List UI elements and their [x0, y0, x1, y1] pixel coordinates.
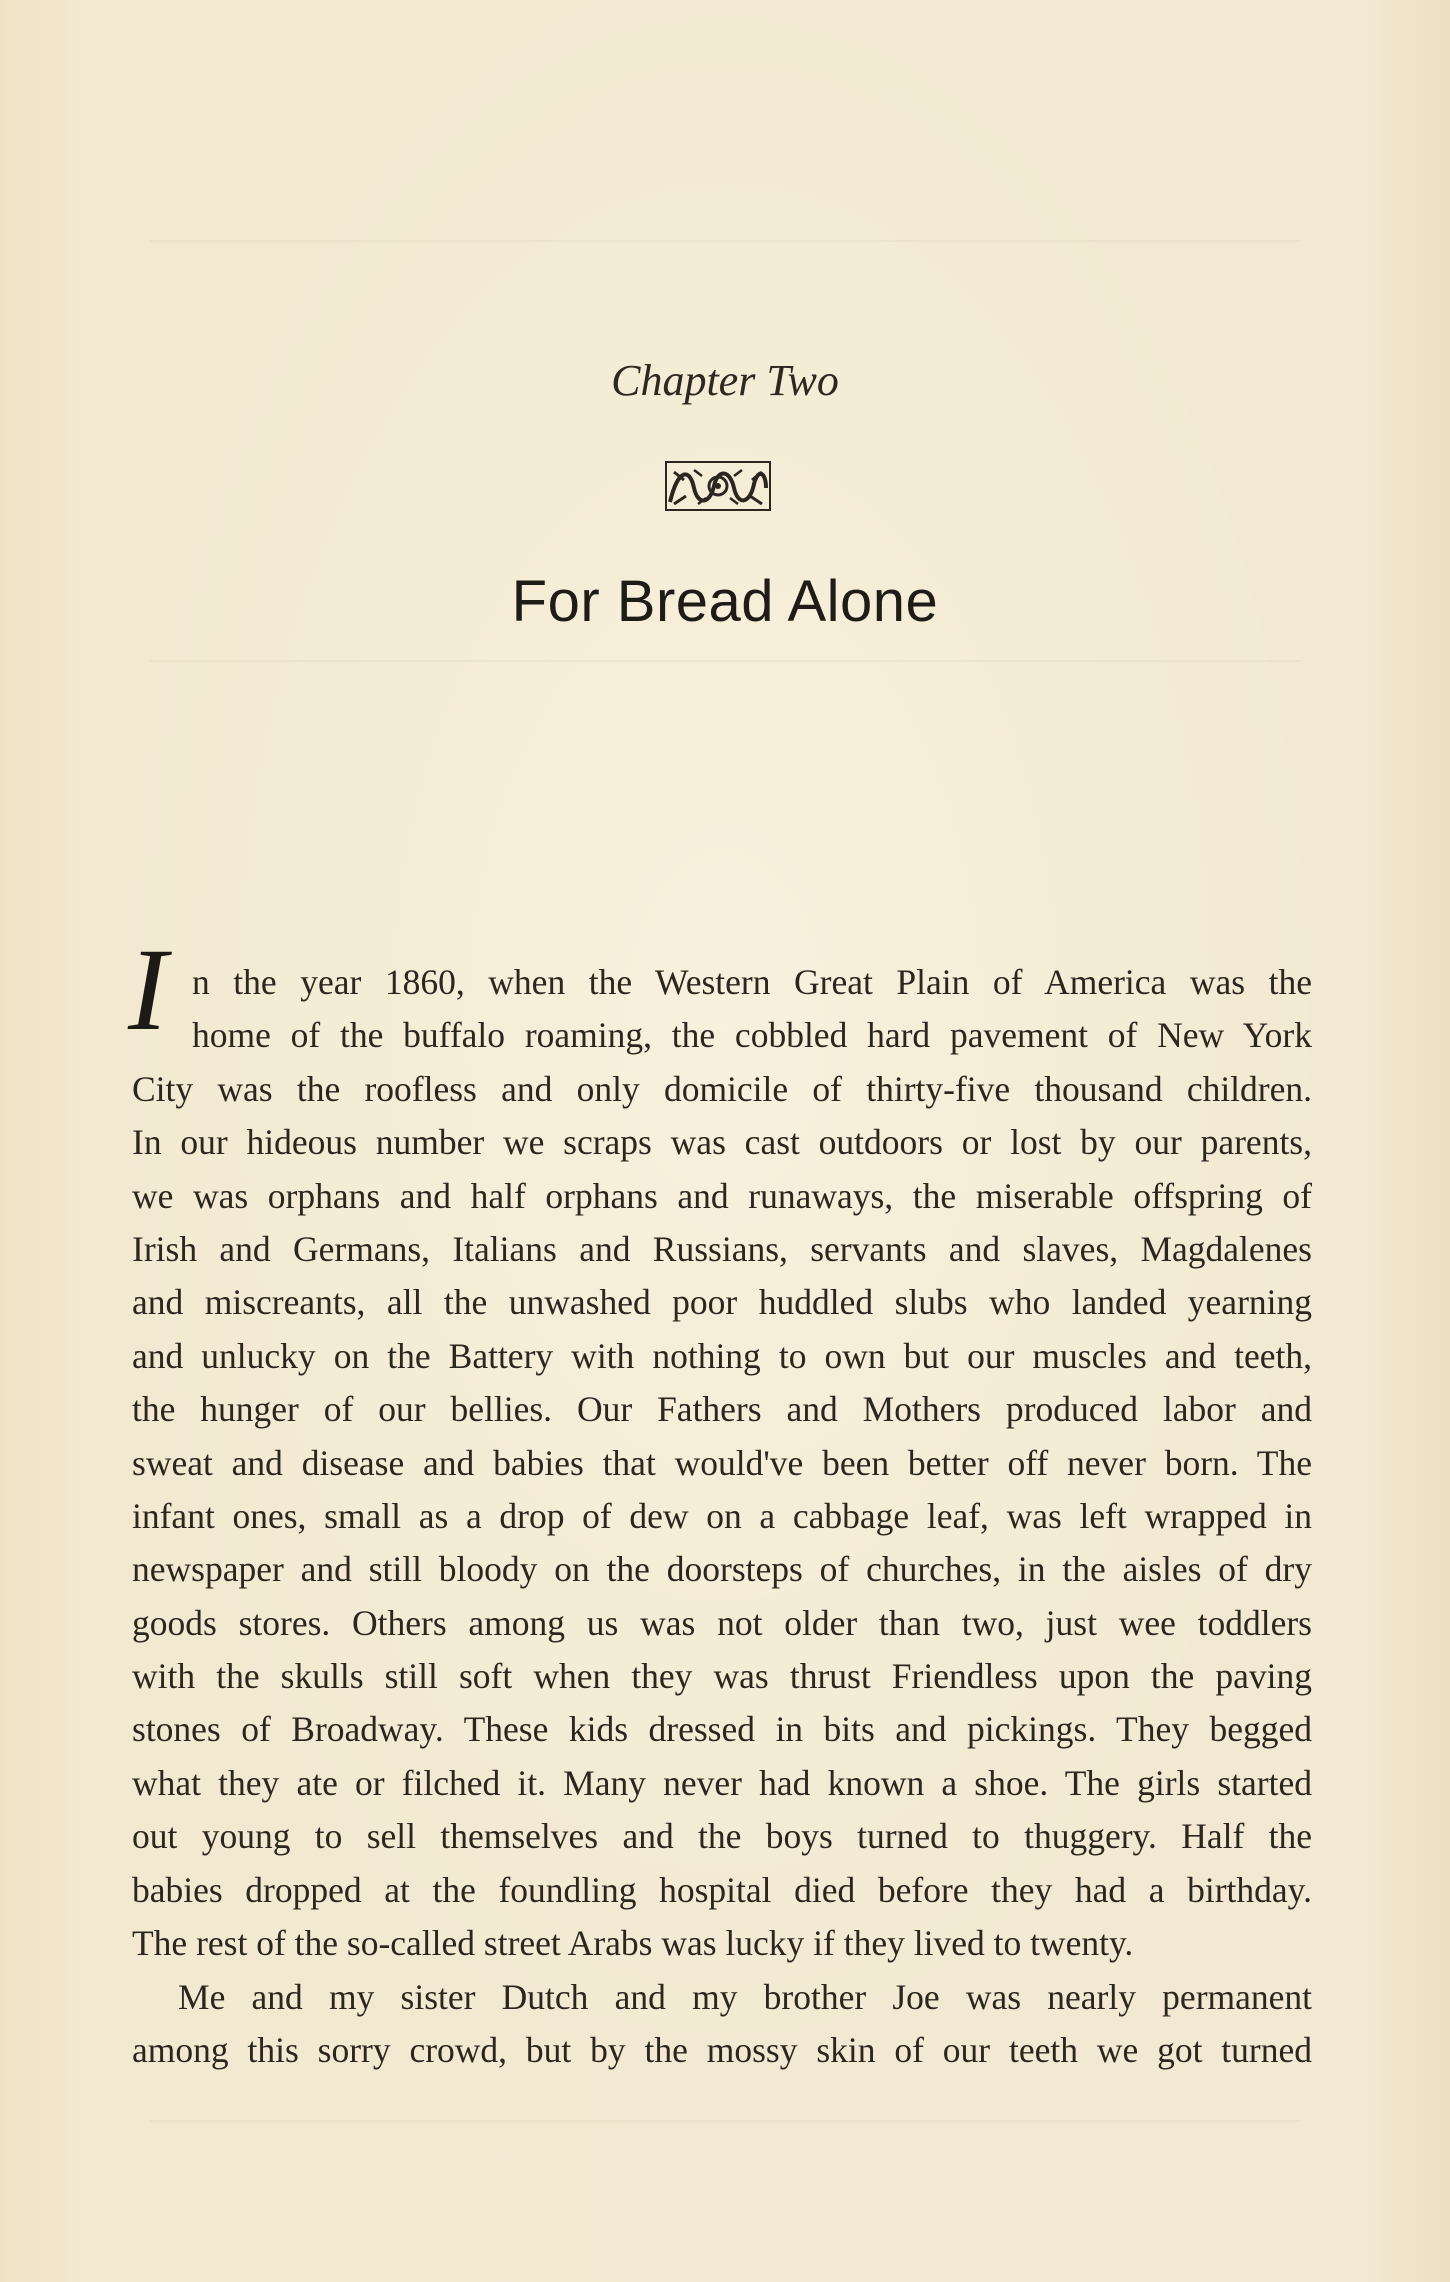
text-line: we was orphans and half orphans and runaways, the miserable offspring of: [132, 1175, 1312, 1216]
text-line: In our hideous number we scraps was cast outdoors or lost by our parents,: [132, 1122, 1312, 1163]
bleed-through-line: [150, 2120, 1300, 2122]
text-line: infant ones, small as a drop of dew on a cabbage leaf, was left wrapped in: [132, 1495, 1312, 1536]
paragraph-2: [132, 1971, 1312, 2078]
text-line: the hunger of our bellies. Our Fathers and Mothers produced labor and: [132, 1389, 1312, 1430]
drop-cap: I: [128, 924, 168, 1055]
text-line: among this sorry crowd, but by the mossy skin of our teeth we got turned: [132, 2030, 1312, 2071]
text-line: and unlucky on the Battery with nothing to own but our muscles and teeth,: [132, 1335, 1312, 1376]
text-line: newspaper and still bloody on the doorsteps of churches, in the aisles of dry: [132, 1549, 1312, 1590]
text-line: home of the buffalo roaming, the cobbled hard pavement of New York: [192, 1015, 1312, 1056]
decorative-vignette-icon: [664, 458, 772, 514]
text-line: what they ate or filched it. Many never had known a shoe. The girls started: [132, 1762, 1312, 1803]
bleed-through-line: [150, 240, 1300, 242]
text-line: n the year 1860, when the Western Great Plain of America was the: [192, 962, 1312, 1002]
text-line: goods stores. Others among us was not older than two, just wee toddlers: [132, 1602, 1312, 1643]
chapter-title: For Bread Alone: [511, 569, 939, 634]
text-line: out young to sell themselves and the boys turned to thuggery. Half the: [132, 1816, 1312, 1857]
paragraph-1: [132, 956, 1312, 1970]
text-line: The rest of the so-called street Arabs was lucky if they lived to twenty.: [132, 1923, 1134, 1964]
text-line: sweat and disease and babies that would've been better off never born. The: [132, 1442, 1312, 1483]
text-line: babies dropped at the foundling hospital died before they had a birthday.: [132, 1869, 1312, 1910]
bleed-through-line: [150, 660, 1300, 662]
text-line: and miscreants, all the unwashed poor huddled slubs who landed yearning: [132, 1282, 1312, 1323]
text-line: with the skulls still soft when they was thrust Friendless upon the paving: [132, 1656, 1312, 1697]
text-line: Me and my sister Dutch and my brother Joe was nearly permanent: [178, 1977, 1312, 2017]
chapter-label: Chapter Two: [611, 356, 839, 405]
text-line: Irish and Germans, Italians and Russians, servants and slaves, Magdalenes: [132, 1228, 1312, 1269]
text-line: stones of Broadway. These kids dressed in bits and pickings. They begged: [132, 1709, 1312, 1750]
text-line: City was the roofless and only domicile of thirty-five thousand children.: [132, 1068, 1312, 1109]
